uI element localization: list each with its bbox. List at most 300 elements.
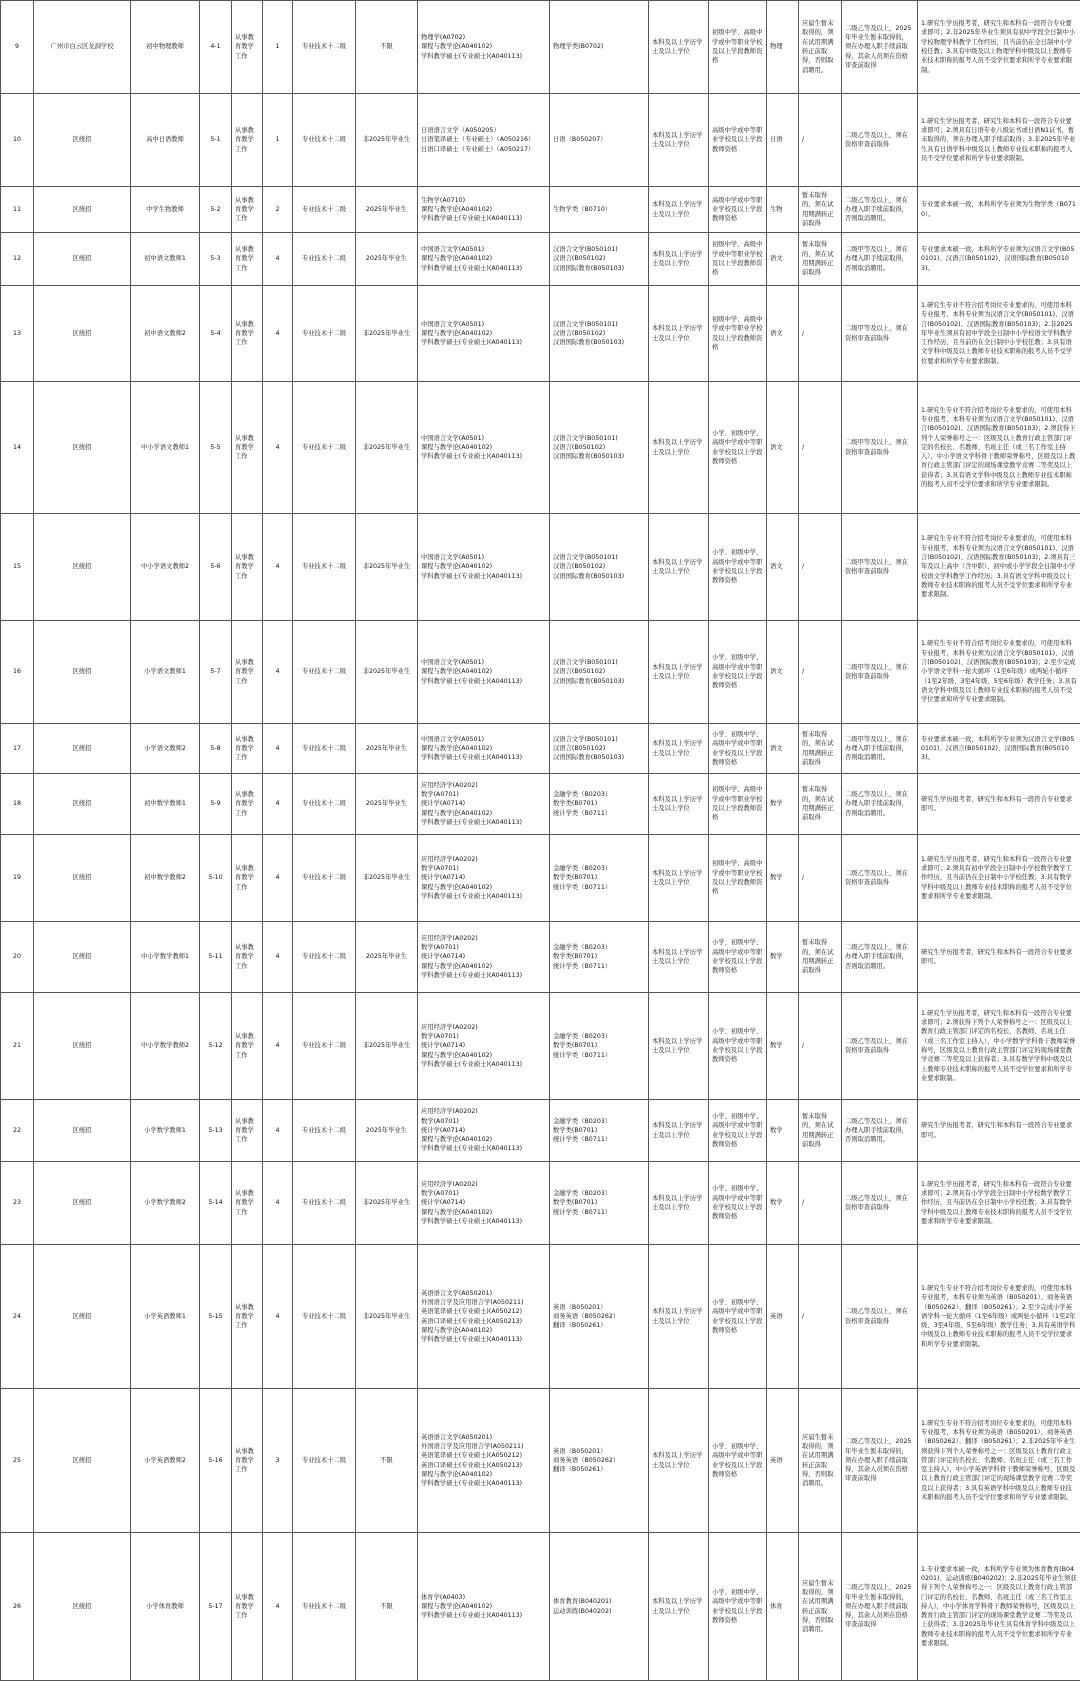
postgrad-majors-item: 统计学(A0714)	[421, 1126, 546, 1135]
postgrad-majors-item: 英语笔译硕士(专业硕士)(A050212)	[421, 1307, 546, 1316]
postgrad-majors	[418, 724, 550, 774]
postgrad-majors	[418, 1389, 550, 1533]
post-nature: 从事教育教学工作	[232, 94, 263, 187]
postgrad-majors	[418, 835, 550, 922]
target-group: 非2025年毕业生	[356, 1245, 418, 1389]
postgrad-majors-item: 中国语言文学(A0501)	[421, 735, 546, 744]
hire-count: 2	[263, 187, 293, 233]
education-requirement: 本科及以上学历学士及以上学位	[649, 774, 709, 835]
postgrad-majors-item: 数学(A0701)	[421, 790, 546, 799]
target-group: 2025年毕业生	[356, 233, 418, 286]
undergrad-majors-item: 汉语国际教育(B050103)	[553, 753, 645, 762]
hire-count: 4	[263, 1100, 293, 1162]
undergrad-majors-item: 汉语言文学(B050101)	[553, 434, 645, 443]
education-requirement: 本科及以上学历学士及以上学位	[649, 1100, 709, 1162]
employer-unit: 区统招	[34, 1389, 131, 1533]
post-nature: 从事教育教学工作	[232, 774, 263, 835]
teacher-certificate-type: 小学、初级中学、高级中学或中等职业学校及以上学段教师资格	[709, 1389, 767, 1533]
post-level: 专业技术十二级	[293, 1162, 356, 1245]
employer-unit: 区统招	[34, 94, 131, 187]
undergrad-majors-item: 金融学类（B0203）	[553, 1117, 645, 1126]
postgrad-majors-item: 统计学(A0714)	[421, 1041, 546, 1050]
postgrad-majors-item: 数学(A0701)	[421, 1189, 546, 1198]
undergrad-majors-item: 汉语言(B050102)	[553, 562, 645, 571]
certificate-deadline: /	[799, 835, 842, 922]
certificate-deadline: 暂未取得的，须在试用期满转正前取得	[799, 922, 842, 993]
education-requirement: 本科及以上学历学士及以上学位	[649, 1245, 709, 1389]
certificate-subject: 数学	[767, 1100, 799, 1162]
teacher-certificate-type: 高级中学或中等职业学校及以上学段教师资格	[709, 187, 767, 233]
undergrad-majors	[550, 993, 649, 1100]
postgrad-majors	[418, 187, 550, 233]
teacher-certificate-type: 小学、初级中学、高级中学或中等职业学校及以上学段教师资格	[709, 1245, 767, 1389]
postgrad-majors-item: 学科教学硕士(专业硕士)(A040113)	[421, 892, 546, 901]
hire-count: 4	[263, 993, 293, 1100]
teacher-certificate-type: 初级中学、高级中学或中等职业学校及以上学段教师资格	[709, 286, 767, 382]
target-group: 不限	[356, 1389, 418, 1533]
postgrad-majors-item: 英语语言文学(A050201)	[421, 1289, 546, 1298]
postgrad-majors-item: 课程与教学论(A040102)	[421, 1326, 546, 1335]
post-nature: 从事教育教学工作	[232, 724, 263, 774]
postgrad-majors-item: 学科教学硕士(专业硕士)(A040113)	[421, 338, 546, 347]
undergrad-majors-item: 汉语言(B050102)	[553, 443, 645, 452]
postgrad-majors-item: 统计学(A0714)	[421, 873, 546, 882]
undergrad-majors	[550, 1162, 649, 1245]
row-number: 19	[1, 835, 34, 922]
undergrad-majors	[550, 621, 649, 724]
target-group: 非2025年毕业生	[356, 835, 418, 922]
postgrad-majors-item: 课程与教学论(A040102)	[421, 205, 546, 214]
mandarin-requirement: 二级乙等及以上，须在资格审查前取得	[842, 94, 918, 187]
postgrad-majors-item: 学科教学硕士(专业硕士)(A040113)	[421, 52, 546, 61]
undergrad-majors-item: 汉语国际教育(B050103)	[553, 452, 645, 461]
postgrad-majors-item: 课程与教学论(A040102)	[421, 667, 546, 676]
target-group: 非2025年毕业生	[356, 621, 418, 724]
post-name: 小学数学教师1	[131, 1100, 200, 1162]
post-code: 5-6	[200, 514, 232, 621]
mandarin-requirement: 二级乙等及以上，须在资格审查前取得	[842, 1162, 918, 1245]
postgrad-majors-item: 课程与教学论(A040102)	[421, 744, 546, 753]
education-requirement: 本科及以上学历学士及以上学位	[649, 286, 709, 382]
post-level: 专业技术十二级	[293, 774, 356, 835]
certificate-deadline: /	[799, 94, 842, 187]
hire-count: 4	[263, 922, 293, 993]
post-level: 专业技术十二级	[293, 286, 356, 382]
row-number: 26	[1, 1533, 34, 1681]
teacher-certificate-type: 小学、初级中学、高级中学或中等职业学校及以上学段教师资格	[709, 1100, 767, 1162]
certificate-subject: 语文	[767, 724, 799, 774]
post-code: 5-3	[200, 233, 232, 286]
undergrad-majors-item: 汉语言(B050102)	[553, 329, 645, 338]
education-requirement: 本科及以上学历学士及以上学位	[649, 1, 709, 94]
hire-count: 4	[263, 382, 293, 514]
table-row	[1, 94, 1080, 187]
post-level: 专业技术十二级	[293, 1245, 356, 1389]
employer-unit: 区统招	[34, 233, 131, 286]
table-row	[1, 724, 1080, 774]
undergrad-majors-item: 物理学类(B0702)	[553, 42, 645, 51]
postgrad-majors-item: 课程与教学论(A040102)	[421, 883, 546, 892]
postgrad-majors-item: 数学(A0701)	[421, 864, 546, 873]
post-nature: 从事教育教学工作	[232, 1162, 263, 1245]
postgrad-majors-item: 学科教学硕士(专业硕士)(A040113)	[421, 452, 546, 461]
postgrad-majors-item: 英语口译硕士(专业硕士)(A050213)	[421, 1461, 546, 1470]
education-requirement: 本科及以上学历学士及以上学位	[649, 382, 709, 514]
postgrad-majors-item: 日语口译硕士（专业硕士）（A050217）	[421, 145, 546, 154]
teacher-certificate-type: 小学、初级中学、高级中学或中等职业学校及以上学段教师资格	[709, 514, 767, 621]
row-number: 13	[1, 286, 34, 382]
undergrad-majors	[550, 514, 649, 621]
teacher-certificate-type: 初级中学、高级中学或中等职业学校及以上学段教师资格	[709, 233, 767, 286]
education-requirement: 本科及以上学历学士及以上学位	[649, 1162, 709, 1245]
postgrad-majors-item: 课程与教学论(A040102)	[421, 1602, 546, 1611]
mandarin-requirement: 二级乙等及以上，须在资格审查前取得	[842, 1245, 918, 1389]
employer-unit: 区统招	[34, 1245, 131, 1389]
post-code: 5-16	[200, 1389, 232, 1533]
other-requirements: 1.研究生学历报考者，研究生和本科有一段符合专业要求即可；2.须获得下列个人荣誉称号之一：区级及以上教育行政主管部门评定的名校长、名教师、名班主任（或三名工作室主持人），中小学数学学科骨干教师荣誉称号，区级及以上教育行政主管部门评定的现场课堂教学竞赛二等奖及以上获得者；3.具有数学学科中级及以上教师专业技术职称的报考人员不受学位要求和所学专业要求限制。	[918, 993, 1080, 1100]
education-requirement: 本科及以上学历学士及以上学位	[649, 993, 709, 1100]
postgrad-majors-item: 物理学(A0702)	[421, 33, 546, 42]
undergrad-majors-item: 汉语言文学(B050101)	[553, 735, 645, 744]
hire-count: 4	[263, 774, 293, 835]
teacher-certificate-type: 小学、初级中学、高级中学或中等职业学校及以上学段教师资格	[709, 621, 767, 724]
table-row	[1, 187, 1080, 233]
post-nature: 从事教育教学工作	[232, 286, 263, 382]
post-code: 5-14	[200, 1162, 232, 1245]
other-requirements: 1.研究生专业不符合招考岗位专业要求的，可使用本科专业报考，本科专业须为汉语言文学(B050101)、汉语言(B050102)、汉语国际教育(B050103)；2.须具有三年及以上高中（含中职）、初中或小学学段全日制中小学校语文学科教学工作经历；3.具有语文学科中级及以上教师专业技术职称的报考人员不受学位要求和所学专业要求限制。	[918, 514, 1080, 621]
certificate-deadline: /	[799, 286, 842, 382]
other-requirements: 1.研究生学历报考者，研究生和本科有一段符合专业要求即可；2.须具有小学学段全日制中小学校数学教学工作经历，且当前仍在全日制中小学校任教；3.具有数学学科中级及以上教师专业技术职称的报考人员不受学位要求和所学专业要求限制。	[918, 1162, 1080, 1245]
undergrad-majors-item: 汉语国际教育(B050103)	[553, 677, 645, 686]
post-code: 5-17	[200, 1533, 232, 1681]
employer-unit: 区统招	[34, 514, 131, 621]
table-row	[1, 233, 1080, 286]
teacher-certificate-type: 小学、初级中学、高级中学或中等职业学校及以上学段教师资格	[709, 1533, 767, 1681]
hire-count: 4	[263, 1245, 293, 1389]
teacher-certificate-type: 小学、初级中学、高级中学或中等职业学校及以上学段教师资格	[709, 382, 767, 514]
postgrad-majors-item: 课程与教学论(A040102)	[421, 562, 546, 571]
employer-unit: 区统招	[34, 922, 131, 993]
other-requirements: 研究生学历报考者，研究生和本科有一段符合专业要求即可。	[918, 774, 1080, 835]
other-requirements: 1.研究生专业不符合招考岗位专业要求的，可使用本科专业报考，本科专业须为汉语言文学(B050101)、汉语言(B050102)、汉语国际教育(B050103)；2.非2025年毕业生须具有初中学段全日制中小学校语文学科教学工作经历，且当前仍在全日制中小学校任教；3.具有语文学科中级及以上教师专业技术职称的报考人员不受学位要求和所学专业要求限制。	[918, 286, 1080, 382]
undergrad-majors	[550, 1, 649, 94]
certificate-deadline: 暂未取得的，须在试用期满转正前取得	[799, 1100, 842, 1162]
certificate-subject: 英语	[767, 1245, 799, 1389]
certificate-deadline: /	[799, 993, 842, 1100]
post-code: 5-11	[200, 922, 232, 993]
certificate-deadline: /	[799, 382, 842, 514]
undergrad-majors-item: 英语（B050201）	[553, 1447, 645, 1456]
employer-unit: 区统招	[34, 1533, 131, 1681]
other-requirements: 1.研究生学历报考者，研究生和本科有一段符合专业要求即可；2.非2025年毕业生须具有初中学段全日制中小学校物理学科教学工作经历，且当前仍在全日制中小学校任教；3.具有中级及以上物理学科中级及以上教师专业技术职称的报考人员不受学位要求和所学专业要求限制。	[918, 1, 1080, 94]
teacher-certificate-type: 初级中学、高级中学或中等职业学校及以上学段教师资格	[709, 835, 767, 922]
post-level: 专业技术十二级	[293, 1533, 356, 1681]
other-requirements: 专业要求本硕一致，本科所学专业须为生物学类（B0710）。	[918, 187, 1080, 233]
employer-unit: 广州市白云区龙洞学校	[34, 1, 131, 94]
certificate-deadline: /	[799, 1245, 842, 1389]
undergrad-majors	[550, 233, 649, 286]
employer-unit: 区统招	[34, 774, 131, 835]
table-row	[1, 1162, 1080, 1245]
post-nature: 从事教育教学工作	[232, 621, 263, 724]
certificate-subject: 生物	[767, 187, 799, 233]
postgrad-majors-item: 课程与教学论(A040102)	[421, 42, 546, 51]
target-group: 非2025年毕业生	[356, 382, 418, 514]
certificate-deadline: /	[799, 621, 842, 724]
postgrad-majors-item: 课程与教学论(A040102)	[421, 1051, 546, 1060]
postgrad-majors-item: 学科教学硕士(专业硕士)(A040113)	[421, 264, 546, 273]
undergrad-majors-item: 汉语国际教育(B050103)	[553, 338, 645, 347]
mandarin-requirement: 二级乙等及以上，2025年毕业生暂未取得的，须在办理入职手续前取得，其余人员须在资格审查前取得	[842, 1533, 918, 1681]
postgrad-majors-item: 日语笔译硕士（专业硕士）（A050216）	[421, 135, 546, 144]
target-group: 非2025年毕业生	[356, 993, 418, 1100]
undergrad-majors-item: 运动训练(B040202)	[553, 1607, 645, 1616]
other-requirements: 专业要求本硕一致，本科所学专业须为汉语言文学(B050101)、汉语言(B050102)、汉语国际教育(B050103)。	[918, 724, 1080, 774]
post-nature: 从事教育教学工作	[232, 233, 263, 286]
mandarin-requirement: 二级甲等及以上，须在资格审查前取得	[842, 621, 918, 724]
undergrad-majors-item: 数学类(B0701)	[553, 873, 645, 882]
table-row	[1, 621, 1080, 724]
hire-count: 4	[263, 724, 293, 774]
post-level: 专业技术十二级	[293, 514, 356, 621]
undergrad-majors	[550, 1533, 649, 1681]
other-requirements: 1.研究生专业不符合招考岗位专业要求的，可使用本科专业报考，本科专业须为英语（B050201）、商务英语（B050262）、翻译（B050261）；2.非2025年毕业生须获得下列个人荣誉称号之一：区级及以上教育行政主管部门评定的名校长、名教师、名班主任（或三名工作室主持人），中小学英语学科骨干教师荣誉称号，区级及以上教育行政主管部门评定的现场课堂教学竞赛二等奖及以上获得者；3.具有英语学科中级及以上教师专业技术职称的报考人员不受学位要求和所学专业要求限制。	[918, 1389, 1080, 1533]
postgrad-majors-item: 应用经济学(A0202)	[421, 1107, 546, 1116]
undergrad-majors-item: 统计学类（B0711）	[553, 883, 645, 892]
teacher-certificate-type: 高级中学或中等职业学校及以上学段教师资格	[709, 94, 767, 187]
teacher-certificate-type: 小学、初级中学、高级中学或中等职业学校及以上学段教师资格	[709, 993, 767, 1100]
undergrad-majors-item: 数学类(B0701)	[553, 799, 645, 808]
undergrad-majors-item: 汉语国际教育(B050103)	[553, 264, 645, 273]
table-row	[1, 1533, 1080, 1681]
postgrad-majors-item: 课程与教学论(A040102)	[421, 1208, 546, 1217]
other-requirements: 1.研究生学历报考者，研究生和本科有一段符合专业要求即可；2.须具有初中学段全日制中小学校数学教学工作经历，且当前仍在全日制中小学校任教；3.具有数学学科中级及以上教师专业技术职称的报考人员不受学位要求和所学专业要求限制。	[918, 835, 1080, 922]
mandarin-requirement: 二级乙等及以上，须在办理入职手续前取得，否则取消聘用。	[842, 187, 918, 233]
post-name: 中学生物教师	[131, 187, 200, 233]
postgrad-majors-item: 统计学(A0714)	[421, 952, 546, 961]
undergrad-majors-item: 数学类(B0701)	[553, 1041, 645, 1050]
postgrad-majors	[418, 233, 550, 286]
postgrad-majors-item: 数学(A0701)	[421, 1117, 546, 1126]
post-code: 5-2	[200, 187, 232, 233]
postgrad-majors	[418, 993, 550, 1100]
employer-unit: 区统招	[34, 621, 131, 724]
post-code: 5-10	[200, 835, 232, 922]
undergrad-majors-item: 金融学类（B0203）	[553, 943, 645, 952]
certificate-deadline: 应届生暂未取得的，须在试用期满转正前取得，否则取消聘用。	[799, 1533, 842, 1681]
certificate-subject: 数学	[767, 922, 799, 993]
table-row	[1, 1389, 1080, 1533]
undergrad-majors-item: 数学类(B0701)	[553, 1198, 645, 1207]
undergrad-majors-item: 汉语言(B050102)	[553, 744, 645, 753]
certificate-deadline: 暂未取得的，须在试用期满转正前取得	[799, 724, 842, 774]
education-requirement: 本科及以上学历学士及以上学位	[649, 233, 709, 286]
postgrad-majors	[418, 1245, 550, 1389]
post-level: 专业技术十二级	[293, 1, 356, 94]
row-number: 16	[1, 621, 34, 724]
post-level: 专业技术十二级	[293, 835, 356, 922]
hire-count: 4	[263, 621, 293, 724]
certificate-deadline: /	[799, 514, 842, 621]
postgrad-majors-item: 课程与教学论(A040102)	[421, 1470, 546, 1479]
post-level: 专业技术十二级	[293, 94, 356, 187]
undergrad-majors	[550, 774, 649, 835]
post-code: 5-1	[200, 94, 232, 187]
postgrad-majors-item: 学科教学硕士(专业硕士)(A040113)	[421, 1479, 546, 1488]
undergrad-majors	[550, 286, 649, 382]
education-requirement: 本科及以上学历学士及以上学位	[649, 187, 709, 233]
post-code: 5-7	[200, 621, 232, 724]
undergrad-majors-item: 统计学类（B0711）	[553, 1208, 645, 1217]
mandarin-requirement: 二级乙等及以上，须在办理入职手续前取得，否则取消聘用。	[842, 1100, 918, 1162]
other-requirements: 研究生学历报考者，研究生和本科有一段符合专业要求即可。	[918, 922, 1080, 993]
post-code: 5-13	[200, 1100, 232, 1162]
employer-unit: 区统招	[34, 993, 131, 1100]
post-nature: 从事教育教学工作	[232, 1245, 263, 1389]
post-nature: 从事教育教学工作	[232, 514, 263, 621]
certificate-subject: 语文	[767, 621, 799, 724]
row-number: 10	[1, 94, 34, 187]
undergrad-majors	[550, 187, 649, 233]
teacher-certificate-type: 小学、初级中学、高级中学或中等职业学校及以上学段教师资格	[709, 1162, 767, 1245]
table-row	[1, 1, 1080, 94]
postgrad-majors-item: 数学(A0701)	[421, 943, 546, 952]
postgrad-majors	[418, 621, 550, 724]
row-number: 14	[1, 382, 34, 514]
table-row	[1, 382, 1080, 514]
mandarin-requirement: 二级甲等及以上，须在办理入职手续前取得，否则取消聘用。	[842, 724, 918, 774]
postgrad-majors-item: 学科教学硕士(专业硕士)(A040113)	[421, 753, 546, 762]
employer-unit: 区统招	[34, 1100, 131, 1162]
target-group: 非2025年毕业生	[356, 286, 418, 382]
undergrad-majors	[550, 382, 649, 514]
mandarin-requirement: 二级乙等及以上，须在资格审查前取得	[842, 993, 918, 1100]
other-requirements: 1.专业要求本硕一致，本科所学专业须为体育教育(B040201)、运动训练(B040202)；2.非2025年毕业生须获得下列个人荣誉称号之一：区级及以上教育行政主管部门评定的名校长、名教师、名班主任（或三名工作室主持人），中小学体育学科骨干教师荣誉称号，区级及以上教育行政主管部门评定的现场课堂教学竞赛二等奖及以上获得者；3.非2025年毕业生具有体育学科中级及以上教师专业技术职称的报考人员不受学位要求和所学专业要求限制。	[918, 1533, 1080, 1681]
certificate-deadline: 暂未取得的，须在试用期满转正前取得	[799, 233, 842, 286]
postgrad-majors	[418, 94, 550, 187]
undergrad-majors	[550, 724, 649, 774]
postgrad-majors-item: 外国语言学及应用语言学(A050211)	[421, 1442, 546, 1451]
teacher-certificate-type: 小学、初级中学、高级中学或中等职业学校及以上学段教师资格	[709, 922, 767, 993]
teacher-certificate-type: 小学、初级中学、高级中学或中等职业学校及以上学段教师资格	[709, 724, 767, 774]
certificate-deadline: 应届生暂未取得的，须在试用期满转正前取得，否则取消聘用。	[799, 1389, 842, 1533]
postgrad-majors-item: 学科教学硕士(专业硕士)(A040113)	[421, 971, 546, 980]
certificate-deadline: 暂未取得的，须在试用期满转正前取得	[799, 774, 842, 835]
employer-unit: 区统招	[34, 1162, 131, 1245]
table-body	[1, 1, 1080, 1681]
undergrad-majors-item: 金融学类（B0203）	[553, 1189, 645, 1198]
target-group: 2025年毕业生	[356, 1100, 418, 1162]
undergrad-majors-item: 汉语国际教育(B050103)	[553, 572, 645, 581]
postgrad-majors-item: 外国语言学及应用语言学(A050211)	[421, 1298, 546, 1307]
undergrad-majors-item: 汉语言(B050102)	[553, 667, 645, 676]
postgrad-majors-item: 中国语言文学(A0501)	[421, 658, 546, 667]
education-requirement: 本科及以上学历学士及以上学位	[649, 1389, 709, 1533]
undergrad-majors-item: 翻译（B050261）	[553, 1465, 645, 1474]
postgrad-majors-item: 学科教学硕士(专业硕士)(A040113)	[421, 1060, 546, 1069]
undergrad-majors-item: 翻译（B050261）	[553, 1321, 645, 1330]
post-level: 专业技术十二级	[293, 1100, 356, 1162]
other-requirements: 研究生学历报考者，研究生和本科有一段符合专业要求即可。	[918, 1100, 1080, 1162]
undergrad-majors-item: 金融学类（B0203）	[553, 864, 645, 873]
row-number: 9	[1, 1, 34, 94]
postgrad-majors-item: 统计学(A0714)	[421, 799, 546, 808]
table-row	[1, 993, 1080, 1100]
hire-count: 4	[263, 514, 293, 621]
hire-count: 1	[263, 94, 293, 187]
postgrad-majors-item: 应用经济学(A0202)	[421, 934, 546, 943]
certificate-subject: 体育	[767, 1533, 799, 1681]
mandarin-requirement: 二级甲等及以上，须在资格审查前取得	[842, 286, 918, 382]
post-code: 4-1	[200, 1, 232, 94]
postgrad-majors	[418, 1100, 550, 1162]
postgrad-majors	[418, 286, 550, 382]
table-row	[1, 835, 1080, 922]
undergrad-majors-item: 统计学类（B0711）	[553, 1051, 645, 1060]
postgrad-majors-item: 应用经济学(A0202)	[421, 1023, 546, 1032]
undergrad-majors-item: 英语（B050201）	[553, 1303, 645, 1312]
employer-unit: 区统招	[34, 187, 131, 233]
undergrad-majors-item: 汉语言文学(B050101)	[553, 320, 645, 329]
post-name: 初中语文教师1	[131, 233, 200, 286]
undergrad-majors-item: 金融学类（B0203）	[553, 790, 645, 799]
undergrad-majors-item: 汉语言文学(B050101)	[553, 658, 645, 667]
hire-count: 1	[263, 1, 293, 94]
post-name: 小学语文教师2	[131, 724, 200, 774]
certificate-deadline: 应届生暂未取得的，须在试用期满转正前取得，否则取消聘用。	[799, 1, 842, 94]
postgrad-majors-item: 英语口译硕士(专业硕士)(A050213)	[421, 1317, 546, 1326]
row-number: 12	[1, 233, 34, 286]
post-name: 小学语文教师1	[131, 621, 200, 724]
target-group: 2025年毕业生	[356, 187, 418, 233]
postgrad-majors	[418, 1533, 550, 1681]
certificate-subject: 物理	[767, 1, 799, 94]
target-group: 非2025年毕业生	[356, 514, 418, 621]
post-name: 中小学数学教师1	[131, 922, 200, 993]
post-code: 5-15	[200, 1245, 232, 1389]
post-name: 中小学语文教师2	[131, 514, 200, 621]
undergrad-majors-item: 日语（B050207）	[553, 135, 645, 144]
post-nature: 从事教育教学工作	[232, 993, 263, 1100]
post-name: 中小学数学教师2	[131, 993, 200, 1100]
education-requirement: 本科及以上学历学士及以上学位	[649, 724, 709, 774]
post-nature: 从事教育教学工作	[232, 922, 263, 993]
post-name: 初中数学教师2	[131, 835, 200, 922]
post-level: 专业技术十二级	[293, 233, 356, 286]
education-requirement: 本科及以上学历学士及以上学位	[649, 514, 709, 621]
post-level: 专业技术十二级	[293, 993, 356, 1100]
undergrad-majors-item: 汉语言文学(B050101)	[553, 553, 645, 562]
postgrad-majors-item: 中国语言文学(A0501)	[421, 553, 546, 562]
undergrad-majors	[550, 94, 649, 187]
post-code: 5-12	[200, 993, 232, 1100]
employer-unit: 区统招	[34, 382, 131, 514]
post-name: 中小学语文教师1	[131, 382, 200, 514]
undergrad-majors-item: 汉语言(B050102)	[553, 254, 645, 263]
undergrad-majors-item: 统计学类（B0711）	[553, 809, 645, 818]
undergrad-majors-item: 商务英语（B050262）	[553, 1456, 645, 1465]
postgrad-majors-item: 数学(A0701)	[421, 1032, 546, 1041]
teacher-certificate-type: 初级中学、高级中学或中等职业学校及以上学段教师资格	[709, 1, 767, 94]
postgrad-majors-item: 英语笔译硕士(专业硕士)(A050212)	[421, 1451, 546, 1460]
row-number: 22	[1, 1100, 34, 1162]
certificate-subject: 数学	[767, 1162, 799, 1245]
post-level: 专业技术十二级	[293, 1389, 356, 1533]
postgrad-majors-item: 学科教学硕士(专业硕士)(A040113)	[421, 1144, 546, 1153]
post-nature: 从事教育教学工作	[232, 382, 263, 514]
target-group: 不限	[356, 1533, 418, 1681]
post-level: 专业技术十二级	[293, 724, 356, 774]
